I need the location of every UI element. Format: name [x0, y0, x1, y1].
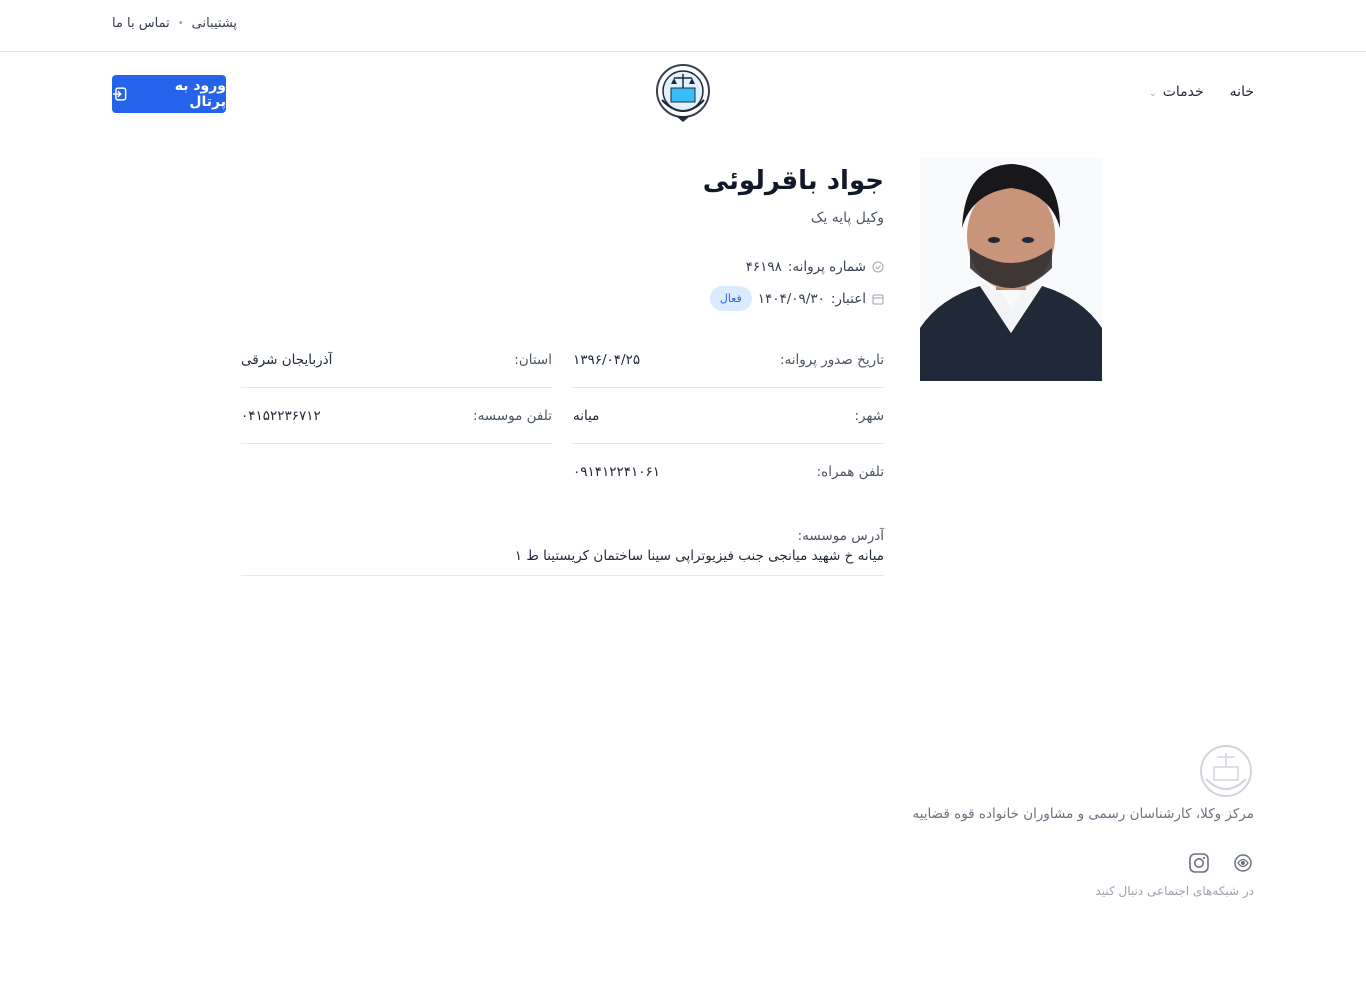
city-value: میانه — [573, 407, 600, 424]
mobile-value[interactable]: ۰۹۱۴۱۲۲۴۱۰۶۱ — [573, 464, 661, 480]
city-label: شهر: — [854, 407, 884, 424]
header — [0, 52, 1366, 136]
address-field — [241, 522, 884, 576]
validity-row — [706, 286, 884, 311]
support-link[interactable]: پشتیبانی — [191, 16, 238, 31]
status-badge: فعال — [710, 286, 752, 311]
lawyer-name: جواد باقرلوئی — [702, 166, 884, 196]
validity-label: اعتبار: — [830, 290, 866, 307]
main-nav — [1149, 84, 1254, 100]
address-label: آدرس موسسه: — [797, 528, 884, 544]
institute-phone-label: تلفن موسسه: — [473, 407, 552, 424]
footer-emblem-logo — [1198, 743, 1254, 799]
province-value: آذربایجان شرقی — [241, 351, 333, 368]
check-circle-icon — [872, 261, 884, 273]
institute-phone-field — [241, 388, 552, 444]
address-value: میانه خ شهید میانجی جنب فیزیوتراپی سینا ساختمان کریستینا ط ۱ — [514, 548, 884, 564]
topbar — [0, 0, 1366, 52]
footer-org-name: مرکز وکلا، کارشناسان رسمی و مشاوران خانواده قوه قضاییه — [912, 806, 1254, 822]
calendar-icon — [872, 293, 884, 305]
social-follow-text: در شبکه‌های اجتماعی دنبال کنید — [1095, 884, 1254, 898]
issue-date-label: تاریخ صدور پروانه: — [779, 351, 884, 368]
license-row — [746, 259, 884, 275]
portal-login-label: ورود به پرتال — [174, 78, 226, 110]
validity-date: ۱۴۰۴/۰۹/۳۰ — [757, 290, 825, 307]
license-label: شماره پروانه: — [787, 259, 866, 275]
province-field — [241, 332, 552, 388]
nav-services-label: خدمات — [1162, 84, 1204, 100]
mobile-label: تلفن همراه: — [816, 464, 884, 480]
license-number: ۴۶۱۹۸ — [745, 259, 782, 275]
instagram-icon[interactable] — [1188, 852, 1210, 874]
issue-date-value: ۱۳۹۶/۰۴/۲۵ — [573, 351, 641, 368]
city-field — [573, 388, 884, 444]
portal-login-button[interactable] — [112, 75, 226, 113]
social-links — [1188, 852, 1254, 874]
nav-services[interactable] — [1149, 84, 1204, 100]
separator-dot: • — [177, 18, 184, 29]
issue-date-field — [573, 332, 884, 388]
lawyer-title: وکیل پایه یک — [810, 210, 884, 226]
lawyer-photo — [920, 158, 1102, 381]
contact-link[interactable]: تماس با ما — [112, 16, 170, 31]
login-icon — [112, 86, 128, 102]
province-label: استان: — [514, 351, 552, 368]
top-links — [112, 16, 237, 31]
nav-home[interactable]: خانه — [1229, 84, 1254, 100]
chevron-down-icon: ⌄ — [1149, 89, 1157, 99]
emblem-logo[interactable] — [654, 62, 712, 124]
eitaa-icon[interactable] — [1232, 852, 1254, 874]
mobile-field — [573, 444, 884, 500]
institute-phone-value[interactable]: ۰۴۱۵۲۲۳۶۷۱۲ — [241, 407, 321, 424]
